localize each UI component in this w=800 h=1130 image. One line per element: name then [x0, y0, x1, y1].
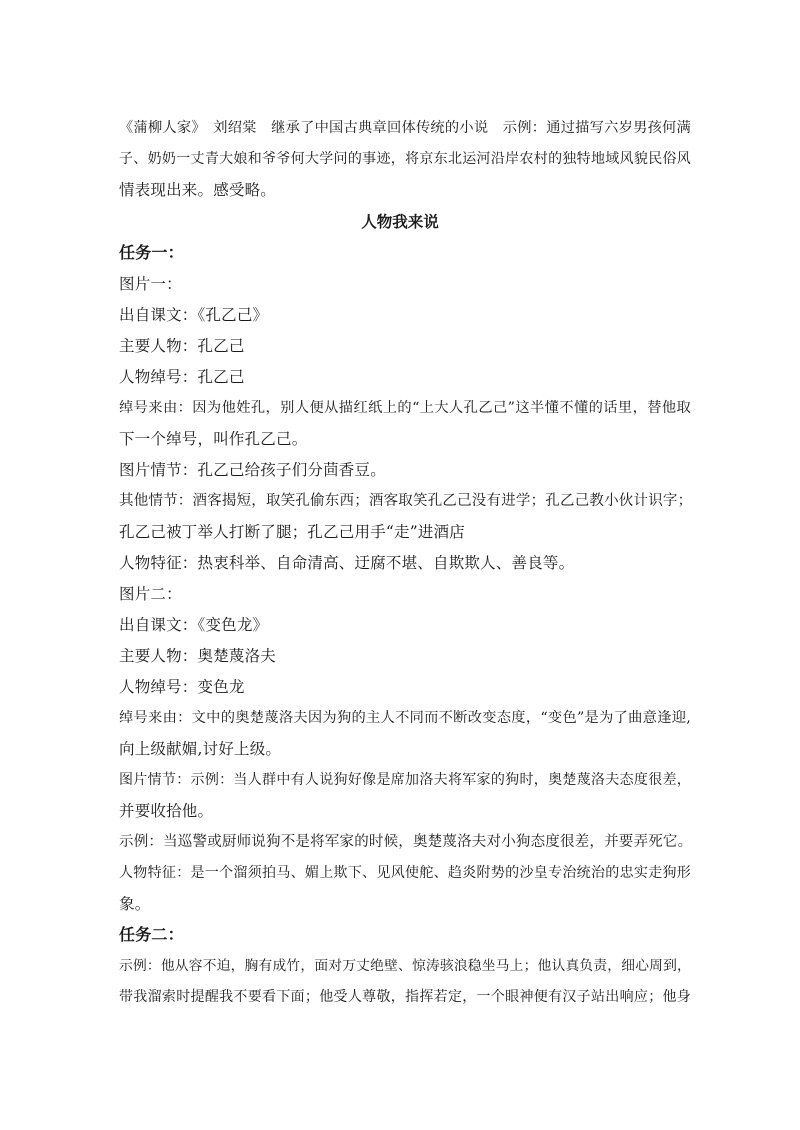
pic2-traits-1: 人物特征：是一个溜须拍马、媚上欺下、见风使舵、趋炎附势的沙皇专治统治的忠实走狗形: [119, 865, 691, 881]
pic2-label: 图片二：: [119, 585, 182, 603]
task2-example-1: 示例：他从容不迫，胸有成竹，面对万丈绝壁、惊涛骇浪稳坐马上；他认真负责，细心周到，: [119, 958, 691, 974]
intro-line-2: 子、奶奶一丈青大娘和爷爷何大学问的事迹，将京东北运河沿岸农村的独特地域风貌民俗风: [119, 151, 691, 167]
intro-line-3: 情表现出来。感受略。: [119, 181, 277, 199]
section-title: 人物我来说: [361, 212, 439, 231]
pic1-main-character: 主要人物：孔乙己: [119, 337, 245, 355]
task1-label: 任务一：: [119, 243, 184, 262]
pic1-plot: 图片情节：孔乙己给孩子们分茴香豆。: [119, 461, 386, 479]
pic2-main-character: 主要人物：奥楚蔑洛夫: [119, 647, 277, 665]
task2-label: 任务二：: [119, 925, 184, 944]
pic1-traits: 人物特征：热衷科举、自命清高、迂腐不堪、自欺欺人、善良等。: [119, 554, 575, 572]
pic1-nickname: 人物绰号：孔乙己: [119, 368, 245, 386]
pic2-example-2: 示例：当巡警或厨师说狗不是将军家的时候，奥楚蔑洛夫对小狗态度很差，并要弄死它。: [119, 834, 693, 850]
pic2-traits-2: 象。: [119, 895, 151, 913]
pic1-source: 出自课文：《孔乙己》: [119, 306, 269, 324]
task2-example-2: 带我溜索时提醒我不要看下面；他受人尊敬，指挥若定，一个眼神便有汉子站出响应；他身: [119, 989, 691, 1005]
pic2-source: 出自课文：《变色龙》: [119, 616, 269, 634]
pic2-plot-1: 图片情节：示例：当人群中有人说狗好像是席加洛夫将军家的狗时，奥楚蔑洛夫态度很差，: [119, 772, 691, 788]
pic1-nickname-origin-1: 绰号来由：因为他姓孔，别人便从描红纸上的“上大人孔乙己”这半懂不懂的话里，替他取: [119, 400, 691, 416]
pic1-label: 图片一：: [119, 275, 182, 293]
pic2-nickname-origin-1: 绰号来由：文中的奥楚蔑洛夫因为狗的主人不同而不断改变态度，“变色”是为了曲意逢迎,: [119, 710, 691, 726]
pic2-plot-2: 并要收拾他。: [119, 802, 214, 820]
pic1-nickname-origin-2: 下一个绰号，叫作孔乙己。: [119, 430, 308, 448]
pic1-other-plot-1: 其他情节：酒客揭短，取笑孔偷东西；酒客取笑孔乙己没有进学；孔乙己教小伙计识字；: [119, 493, 693, 509]
pic2-nickname-origin-2: 向上级献媚,讨好上级。: [119, 740, 282, 758]
pic2-nickname: 人物绰号：变色龙: [119, 678, 245, 696]
intro-line-1: 《蒲柳人家》 刘绍棠 继承了中国古典章回体传统的小说 示例：通过描写六岁男孩何满: [119, 120, 691, 136]
pic1-other-plot-2: 孔乙己被丁举人打断了腿；孔乙己用手“走”进酒店: [119, 523, 465, 541]
